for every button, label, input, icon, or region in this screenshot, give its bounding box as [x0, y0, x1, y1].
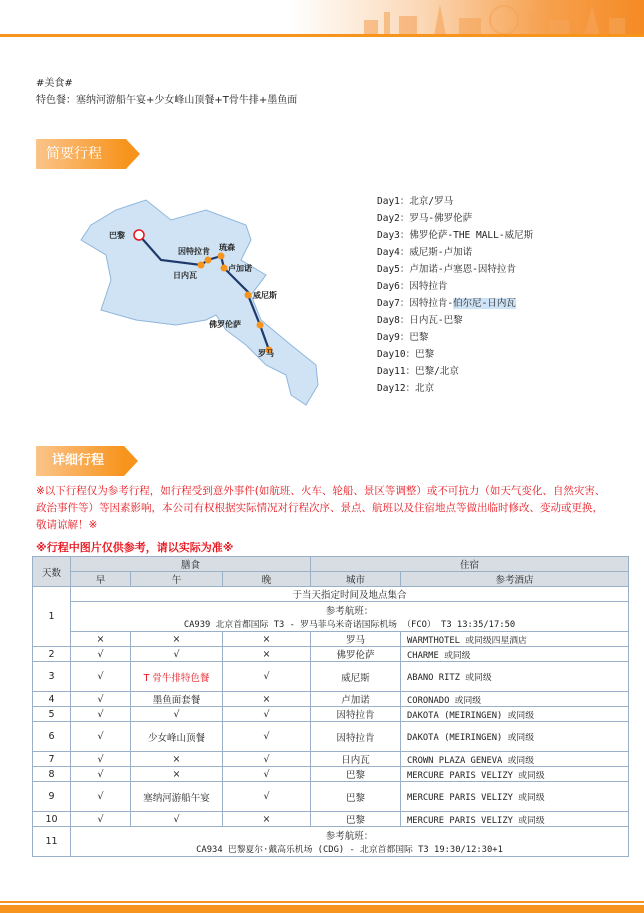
footer-line [0, 901, 644, 903]
food-tag: #美食# [36, 78, 73, 89]
day1-note: 于当天指定时间及地点集合 [71, 587, 629, 602]
label-florence: 佛罗伦萨 [209, 320, 241, 329]
day-item: Day7：因特拉肯-伯尔尼-日内瓦 [377, 298, 516, 309]
day-list [377, 193, 533, 397]
header-hotel: 参考酒店 [401, 572, 629, 587]
photo-disclaimer: ※行程中图片仅供参考，请以实际为准※ [36, 541, 234, 554]
itinerary-table [32, 556, 629, 857]
day-item: Day1：北京/罗马 [377, 196, 454, 207]
day-item: Day2：罗马-佛罗伦萨 [377, 213, 473, 224]
day-number: 11 [33, 827, 71, 857]
day-item: Day9：巴黎 [377, 332, 429, 343]
table-row: 3 √ T 骨牛排特色餐 √ 威尼斯 ABANO RITZ 或同级 [33, 662, 629, 692]
day-item: Day3：佛罗伦萨-THE MALL-威尼斯 [377, 230, 534, 241]
day-item: Day12：北京 [377, 383, 435, 394]
venice-marker [245, 292, 252, 299]
label-geneva: 日内瓦 [173, 271, 197, 280]
header-city: 城市 [311, 572, 401, 587]
lugano-marker [221, 265, 228, 272]
city-skyline-icon [344, 0, 644, 36]
label-paris: 巴黎 [109, 231, 125, 240]
label-lucerne: 琉森 [219, 243, 235, 252]
lucerne-marker [218, 253, 225, 260]
footer-bar [0, 905, 644, 913]
table-row: 6 √ 少女峰山顶餐 √ 因特拉肯 DAKOTA (MEIRINGEN) 或同级 [33, 722, 629, 752]
disclaimer-text: ※以下行程仅为参考行程，如行程受到意外事件(如航班、火车、轮船、景区等调整）或不可抗力（如天气变化、自然灾害、政治事件等）等因素影响，本公司有权根据实际情况对行程次序、景点、航班以及住宿地点等做出临时修改、变动或更换，敬请谅解！※ [36, 485, 606, 531]
section-brief-itinerary: 简要行程 [36, 139, 126, 169]
day-number: 1 [33, 587, 71, 647]
table-row: 4 √ 墨鱼面套餐 × 卢加诺 CORONADO 或同级 [33, 692, 629, 707]
table-row: 10 √ √ × 巴黎 MERCURE PARIS VELIZY 或同级 [33, 812, 629, 827]
highlighted-text: 伯尔尼-日内瓦 [453, 298, 516, 309]
table-row: 9 √ 塞纳河游船午宴 √ 巴黎 MERCURE PARIS VELIZY 或同级 [33, 782, 629, 812]
label-interlaken: 因特拉肯 [178, 247, 210, 256]
day-item: Day6：因特拉肯 [377, 281, 448, 292]
header-day: 天数 [33, 557, 71, 587]
day-item: Day4：威尼斯-卢加诺 [377, 247, 473, 258]
day1-flight: 参考航班： CA939 北京首都国际 T3 - 罗马菲乌米奇诺国际机场 （FCO） T3 13:35/17:50 [71, 602, 629, 632]
label-rome: 罗马 [258, 349, 274, 358]
table-row: 8 √ × √ 巴黎 MERCURE PARIS VELIZY 或同级 [33, 767, 629, 782]
header-stay: 住宿 [311, 557, 629, 572]
day-item: Day8：日内瓦-巴黎 [377, 315, 463, 326]
header-dinner: 晚 [223, 572, 311, 587]
header-banner [0, 0, 644, 36]
header-line [0, 34, 644, 37]
header-lunch: 午 [131, 572, 223, 587]
table-row: 2 √ √ × 佛罗伦萨 CHARME 或同级 [33, 647, 629, 662]
table-row: 7 √ × √ 日内瓦 CROWN PLAZA GENEVA 或同级 [33, 752, 629, 767]
day11-flight: 参考航班： CA934 巴黎夏尔·戴高乐机场 (CDG) - 北京首都国际 T3 19:30/12:30+1 [71, 827, 629, 857]
route-map [76, 180, 336, 410]
interlaken-marker [205, 257, 212, 264]
day-item: Day5：卢加诺-卢塞恩-因特拉肯 [377, 264, 516, 275]
table-row: 5 √ √ √ 因特拉肯 DAKOTA (MEIRINGEN) 或同级 [33, 707, 629, 722]
table-row: × × × 罗马 WARMTHOTEL 或同级四星酒店 [33, 632, 629, 647]
florence-marker [257, 322, 264, 329]
geneva-marker [198, 262, 205, 269]
day-item: Day11：巴黎/北京 [377, 366, 459, 377]
header-breakfast: 早 [71, 572, 131, 587]
food-specialties: 特色餐：塞纳河游船午宴+少女峰山顶餐+T骨牛排+墨鱼面 [36, 95, 298, 106]
day-item: Day10：巴黎 [377, 349, 435, 360]
label-lugano: 卢加诺 [228, 264, 252, 273]
table-row [33, 827, 629, 857]
section-detail-itinerary: 详细行程 [36, 446, 124, 476]
header-meals: 膳食 [71, 557, 311, 572]
label-venice: 威尼斯 [253, 291, 277, 300]
paris-marker [134, 230, 144, 240]
